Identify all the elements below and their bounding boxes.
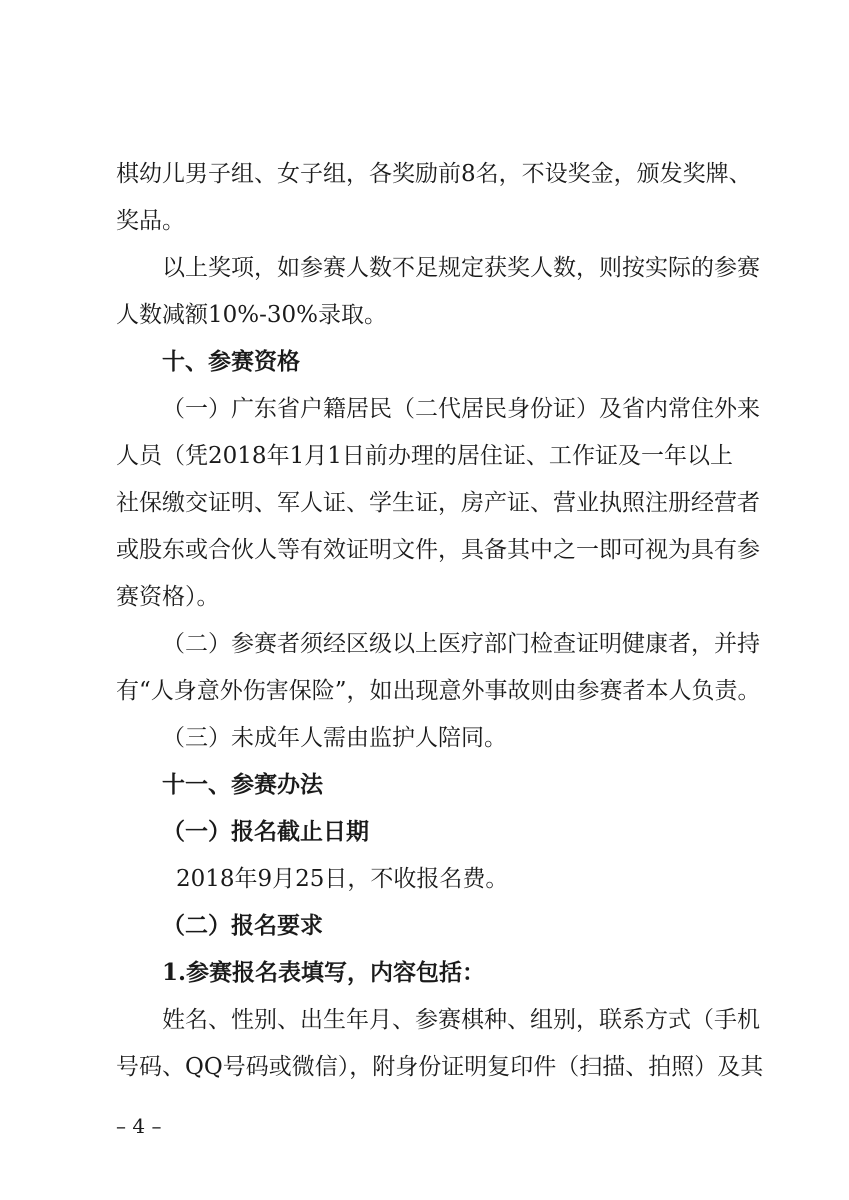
body-line: 号码、QQ号码或微信），附身份证明复印件（扫描、拍照）及其 bbox=[116, 1054, 764, 1080]
body-line: 赛资格）。 bbox=[116, 584, 220, 610]
body-line: 或股东或合伙人等有效证明文件，具备其中之一即可视为具有参 bbox=[116, 537, 760, 563]
body-line: 奖品。 bbox=[116, 208, 185, 234]
body-line: 以上奖项，如参赛人数不足规定获奖人数，则按实际的参赛 bbox=[162, 255, 760, 281]
body-line: 有“人身意外伤害保险”，如出现意外事故则由参赛者本人负责。 bbox=[116, 678, 761, 704]
section-heading: 十、参赛资格 bbox=[162, 348, 300, 375]
body-line: （一）广东省户籍居民（二代居民身份证）及省内常住外来 bbox=[162, 396, 760, 422]
subsection-heading: （二）报名要求 bbox=[162, 912, 323, 939]
body-line: （二）参赛者须经区级以上医疗部门检查证明健康者，并持 bbox=[162, 631, 760, 657]
subsection-heading: （一）报名截止日期 bbox=[162, 818, 369, 845]
body-line: 棋幼儿男子组、女子组，各奖励前8名，不设奖金，颁发奖牌、 bbox=[116, 161, 752, 187]
body-line: 姓名、性别、出生年月、参赛棋种、组别，联系方式（手机 bbox=[162, 1007, 760, 1033]
body-line: （三）未成年人需由监护人陪同。 bbox=[162, 725, 507, 751]
page-number: – 4 – bbox=[116, 1114, 162, 1138]
section-heading: 十一、参赛办法 bbox=[162, 771, 323, 798]
body-line: 2018年9月25日，不收报名费。 bbox=[176, 866, 509, 892]
item-heading: 1.参赛报名表填写，内容包括： bbox=[162, 959, 486, 986]
body-line: 人员（凭2018年1月1日前办理的居住证、工作证及一年以上 bbox=[116, 443, 733, 469]
body-line: 人数减额10%-30%录取。 bbox=[116, 302, 388, 328]
body-line: 社保缴交证明、军人证、学生证，房产证、营业执照注册经营者 bbox=[116, 490, 760, 516]
